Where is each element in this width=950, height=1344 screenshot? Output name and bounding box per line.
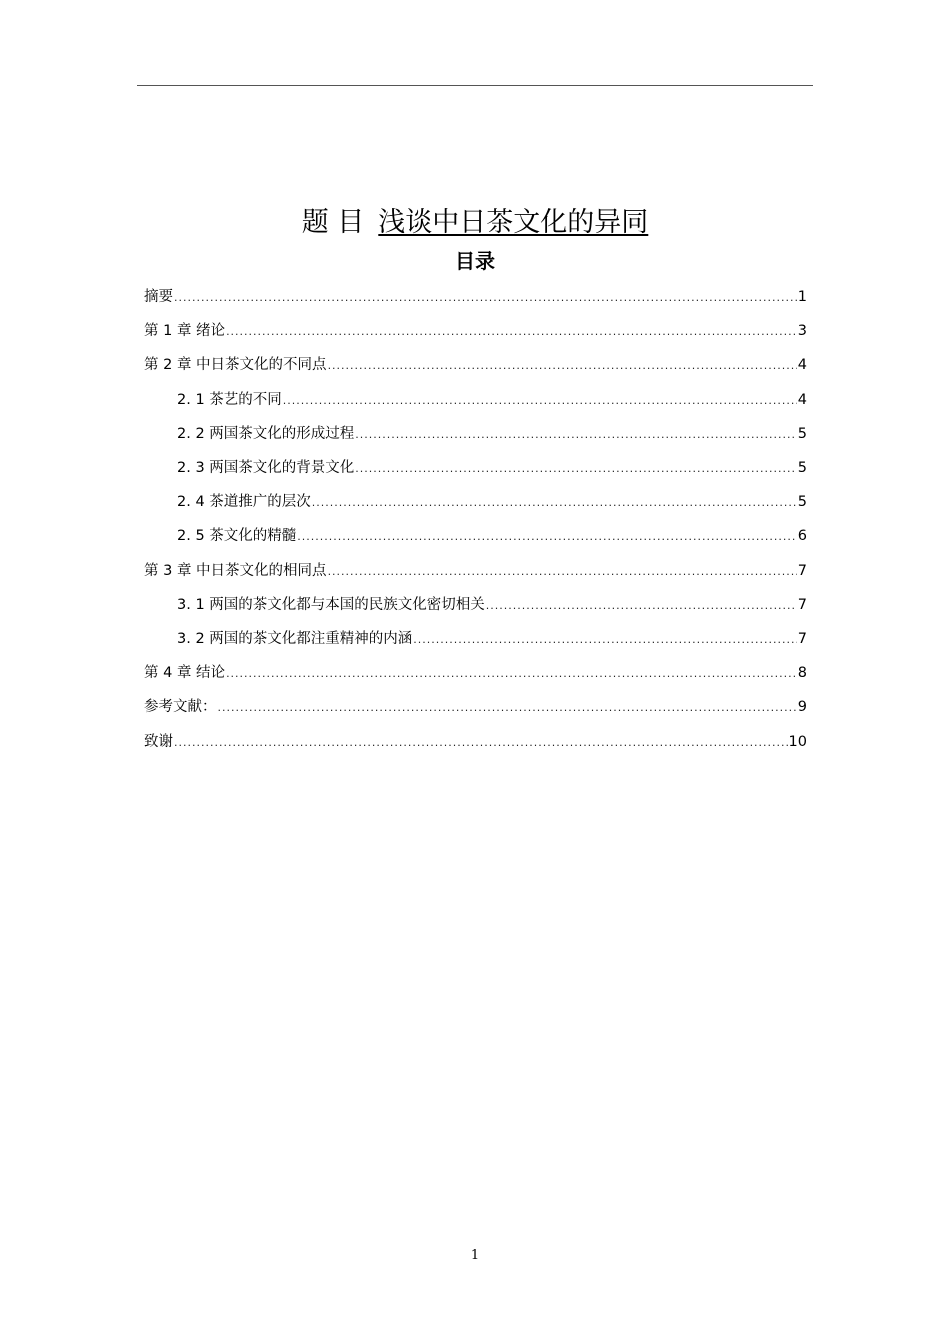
toc-entry-page: 9 [797, 699, 807, 716]
toc-entry[interactable] [177, 526, 807, 547]
toc-entry[interactable] [177, 492, 807, 513]
toc-entry-title: 2. 4 茶道推广的层次 [177, 494, 311, 511]
toc-dot-leader [328, 356, 797, 376]
toc-entry[interactable] [144, 321, 807, 342]
toc-entry[interactable] [177, 458, 807, 479]
toc-entry-page: 4 [797, 391, 807, 408]
toc-entry-title: 2. 3 两国茶文化的背景文化 [177, 460, 355, 476]
toc-entry-title: 第 3 章 中日茶文化的相同点 [144, 562, 327, 579]
toc-entry[interactable] [144, 732, 807, 753]
toc-entry-title: 2. 1 茶艺的不同 [177, 391, 282, 408]
toc-entry-title: 第 2 章 中日茶文化的不同点 [144, 357, 327, 374]
toc-entry-title: 致谢 [144, 733, 173, 750]
toc-entry[interactable] [144, 561, 807, 582]
toc-entry-page: 5 [797, 460, 807, 476]
title-label: 题 目 [301, 207, 365, 238]
toc-dot-leader [355, 459, 796, 479]
toc-dot-leader [355, 425, 796, 445]
title-topic: 浅谈中日茶文化的异同 [378, 207, 649, 238]
toc-entry[interactable] [177, 595, 807, 616]
toc-dot-leader [174, 288, 797, 308]
toc-dot-leader [218, 698, 797, 718]
toc-entry-page: 1 [797, 289, 807, 305]
toc-entry-page: 5 [797, 425, 807, 442]
toc-entry[interactable] [144, 697, 807, 718]
document-title [0, 204, 950, 242]
toc-entry-title: 参考文献： [144, 699, 217, 716]
toc-entry-page: 7 [797, 562, 807, 579]
toc-entry[interactable] [144, 287, 807, 308]
toc-entry-page: 8 [797, 665, 807, 682]
toc-entry-title: 第 1 章 绪论 [144, 323, 226, 340]
toc-dot-leader [413, 630, 796, 650]
toc-entry[interactable] [177, 629, 807, 650]
page-number: 1 [470, 1248, 480, 1263]
toc-dot-leader [226, 322, 797, 342]
toc-entry[interactable] [177, 390, 807, 411]
toc-entry-page: 5 [797, 494, 807, 511]
toc-entry-title: 摘要 [144, 289, 173, 305]
toc-entry-page: 10 [788, 733, 807, 750]
toc-dot-leader [312, 493, 797, 513]
toc-entry[interactable] [144, 355, 807, 376]
toc-entry-title: 3. 1 两国的茶文化都与本国的民族文化密切相关 [177, 596, 485, 613]
header-rule [137, 85, 813, 86]
toc-entry-page: 3 [797, 323, 807, 340]
toc-dot-leader [297, 527, 796, 547]
toc-entry-page: 7 [797, 631, 807, 647]
toc-entry[interactable] [177, 424, 807, 445]
toc-dot-leader [328, 562, 797, 582]
toc-entry-page: 7 [797, 596, 807, 613]
toc-entry-title: 3. 2 两国的茶文化都注重精神的内涵 [177, 631, 413, 647]
toc-entry-title: 第 4 章 结论 [144, 665, 226, 682]
toc-dot-leader [283, 391, 797, 411]
toc-dot-leader [486, 596, 797, 616]
toc-heading: 目录 [455, 249, 495, 273]
toc-entry-title: 2. 5 茶文化的精髓 [177, 528, 297, 545]
toc-entry-page: 4 [797, 357, 807, 374]
toc-dot-leader [226, 664, 797, 684]
toc-entry[interactable] [144, 663, 807, 684]
toc-entry-page: 6 [797, 528, 807, 545]
toc-entry-title: 2. 2 两国茶文化的形成过程 [177, 425, 355, 442]
toc-dot-leader [174, 733, 788, 753]
